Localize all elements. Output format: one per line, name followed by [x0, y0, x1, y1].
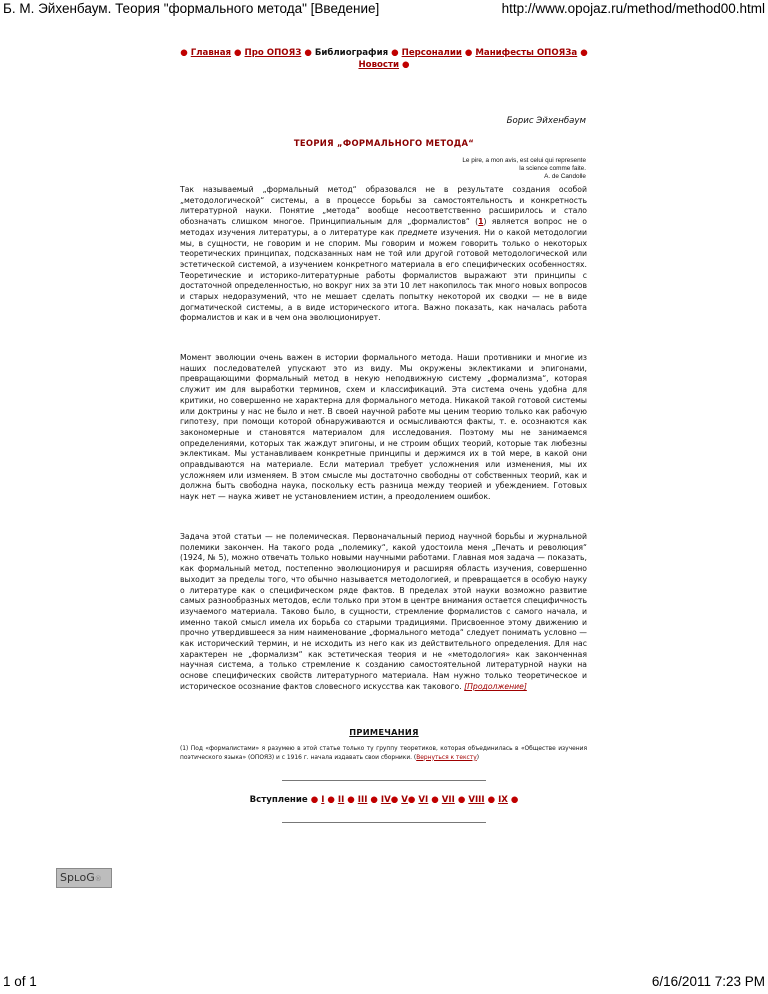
nav-link-manifestos[interactable]: Манифесты ОПОЯЗа — [475, 48, 578, 58]
print-header-title: Б. М. Эйхенбаум. Теория "формального метода" [Введение] — [3, 1, 380, 16]
chapter-bullet: ● — [407, 795, 416, 805]
chapter-link-7[interactable]: VII — [441, 795, 455, 805]
epigraph — [366, 157, 586, 182]
site-navigation — [180, 47, 588, 71]
footnote-link-1[interactable]: 1 — [478, 217, 484, 227]
chapter-link-4[interactable]: IV — [380, 795, 391, 805]
paragraph-2: Момент эволюции очень важен в истории формального метода. Наши противники и многие из наших последователей упускают это из виду. Мы окружены эклектиками и эпигонами, превращающими формальный метод в некую неподвижную систему „формализма“, которая служит им для выработки терминов, схем и классификаций. Эта система очень удобна для критики, но совершенно не характерна для формального метода. Никакой такой готовой системы или доктрины у нас не было и нет. В своей научной работе мы ценим теорию только как рабочую гипотезу, при помощи которой обнаруживаются и осмысливаются факты, т. е. осознаются как закономерные и становятся материалом для исследования. Поэтому мы не занимаемся определениями, которых так жаждут эпигоны, и не строим общих теорий, которые так любезны эклектикам. Мы устанавливаем конкретные принципы и держимся их в той мере, в какой они оправдываются на материале. Если материал требует усложнения или изменения, мы их усложняем или изменяем. В этом смысле мы достаточно свободны от собственных теорий, как и должна быть свободна наука, поскольку есть разница между теорией и убеждением. Готовых наук нет — наука живет не установлением истин, а преодолением ошибок. — [180, 353, 587, 502]
nav-bullet: ● — [234, 48, 242, 58]
chapter-bullet: ● — [347, 795, 355, 805]
footnote-close: ) — [476, 754, 480, 761]
paragraph-1 — [180, 185, 587, 324]
notes-heading: ПРИМЕЧАНИЯ — [349, 727, 419, 737]
chapter-link-5[interactable]: V — [401, 795, 408, 805]
footnote-1 — [180, 745, 587, 762]
nav-link-about-opojaz[interactable]: Про ОПОЯЗ — [244, 48, 302, 58]
nav-current-bibliography: Библиография — [314, 48, 389, 58]
nav-link-home[interactable]: Главная — [190, 48, 232, 58]
paragraph-3 — [180, 532, 587, 693]
chapter-link-2[interactable]: II — [337, 795, 345, 805]
print-header-url: http://www.opojaz.ru/method/method00.html — [501, 1, 765, 16]
nav-bullet: ● — [180, 48, 188, 58]
spylog-counter-badge[interactable] — [56, 868, 112, 888]
divider — [282, 780, 486, 781]
chapter-link-9[interactable]: IX — [498, 795, 508, 805]
chapter-bullet: ● — [487, 795, 496, 805]
epigraph-line: Le pire, a mon avis, est celui qui represente — [462, 157, 586, 164]
continue-link[interactable]: [Продолжение] — [464, 681, 527, 691]
chapter-bullet: ● — [310, 795, 319, 805]
nav-bullet: ● — [402, 60, 410, 70]
chapter-link-1[interactable]: I — [321, 795, 325, 805]
chapter-bullet: ● — [510, 795, 519, 805]
chapter-navigation — [180, 795, 588, 805]
chapter-bullet: ● — [390, 795, 399, 805]
print-footer-page: 1 of 1 — [3, 974, 37, 989]
footnote-text: (1) Под «формалистами» я разумею в этой статье только ту группу теоретиков, которая объединилась в «Обществе изучения поэтического языка» (ОПОЯЗ) и с 1916 г. начала издавать свои сборники. ( — [180, 746, 587, 761]
nav-link-persons[interactable]: Персоналии — [401, 48, 462, 58]
nav-link-news[interactable]: Новости — [358, 60, 400, 70]
epigraph-line: la science comme faite. — [519, 165, 586, 173]
badge-text: SpʟoG — [60, 871, 95, 884]
chapter-intro-label: Вступление — [249, 795, 308, 805]
back-to-text-link[interactable]: Вернуться к тексту — [416, 754, 477, 761]
paragraph-text: Задача этой статьи — не полемическая. Первоначальный период научной борьбы и журнальной полемики закончен. На такого рода „полемику“, какой удостоила меня „Печать и революция“ (1924, № 5), можно отвечать только новыми научными работами. Главная моя задача — показать, как формальный метод, постепенно эволюционируя и расширяя область изучения, совершенно выходит за пределы того, что обычно называется методологией, и превращается в особую науку о литературе как о специфическом ряде фактов. В пределах этой науки возможно развитие самых разнообразных методов, если только при этом в центре внимания остается специфичность изучаемого материала. Таково было, в сущности, стремление формалистов с самого начала, и именно такой смысл имела их борьба со старыми традициями. Присвоенное этому движению и прочно утвердившееся за ним наименование „формального метода“ следует понимать условно — как исторический термин, и не исходить из него как из действительного определения. Для нас характерен не „формализм“ как эстетическая теория и не «методология» как законченная научная система, а только стремление к созданию самостоятельной литературной науки на основе специфических свойств литературного материала. Нам нужно только теоретическое и историческое осознание фактов словесного искусства как такового. — [180, 532, 587, 691]
chapter-link-6[interactable]: VI — [418, 795, 429, 805]
print-footer-datetime: 6/16/2011 7:23 PM — [651, 974, 765, 989]
chapter-bullet: ● — [431, 795, 439, 805]
badge-mark: ® — [94, 875, 102, 883]
nav-bullet: ● — [304, 48, 312, 58]
paragraph-text: изучения. Ни о какой методологии мы, в сущности, не говорим и не спорим. Мы говорим и можем говорить только о некоторых теоретических принципах, подсказанных нам не той или другой готовой методологической или эстетической системой, а изучением конкретного материала в его специфических особенностях. Теоретические и историко-литературные работы формалистов выражают эти принципы с достаточной определенностью, но вокруг них за эти 10 лет накопилось так много новых вопросов и старых недоразумений, что не мешает сделать попытку некоторой их сводки — не в виде догматической системы, а в виде исторического итога. Важно показать, как началась работа формалистов и как и в чем она эволюционирует. — [180, 227, 587, 323]
paragraph-text: ) является вопрос не о методах изучения литературы, а о литературе как — [180, 217, 587, 237]
chapter-link-8[interactable]: VIII — [468, 795, 485, 805]
chapter-bullet: ● — [327, 795, 335, 805]
emphasis-text: предмете — [397, 227, 438, 237]
nav-bullet: ● — [464, 48, 473, 58]
paragraph-text: Так называемый „формальный метод“ образовался не в результате создания особой „методологической“ системы, а в процессе борьбы за самостоятельность и конкретность литературной науки. Понятие „метода“ вообще несоответственно расширилось и стало обозначать слишком многое. Принципиальным для „формалистов“ ( — [180, 185, 587, 227]
article-title: ТЕОРИЯ „ФОРМАЛЬНОГО МЕТОДА“ — [293, 138, 475, 148]
nav-bullet: ● — [580, 48, 588, 58]
divider — [282, 822, 486, 823]
chapter-link-3[interactable]: III — [357, 795, 368, 805]
chapter-bullet: ● — [457, 795, 466, 805]
chapter-bullet: ● — [370, 795, 378, 805]
nav-bullet: ● — [391, 48, 399, 58]
article-author: Борис Эйхенбаум — [506, 116, 586, 126]
epigraph-attribution: A. de Candolle — [544, 173, 586, 181]
